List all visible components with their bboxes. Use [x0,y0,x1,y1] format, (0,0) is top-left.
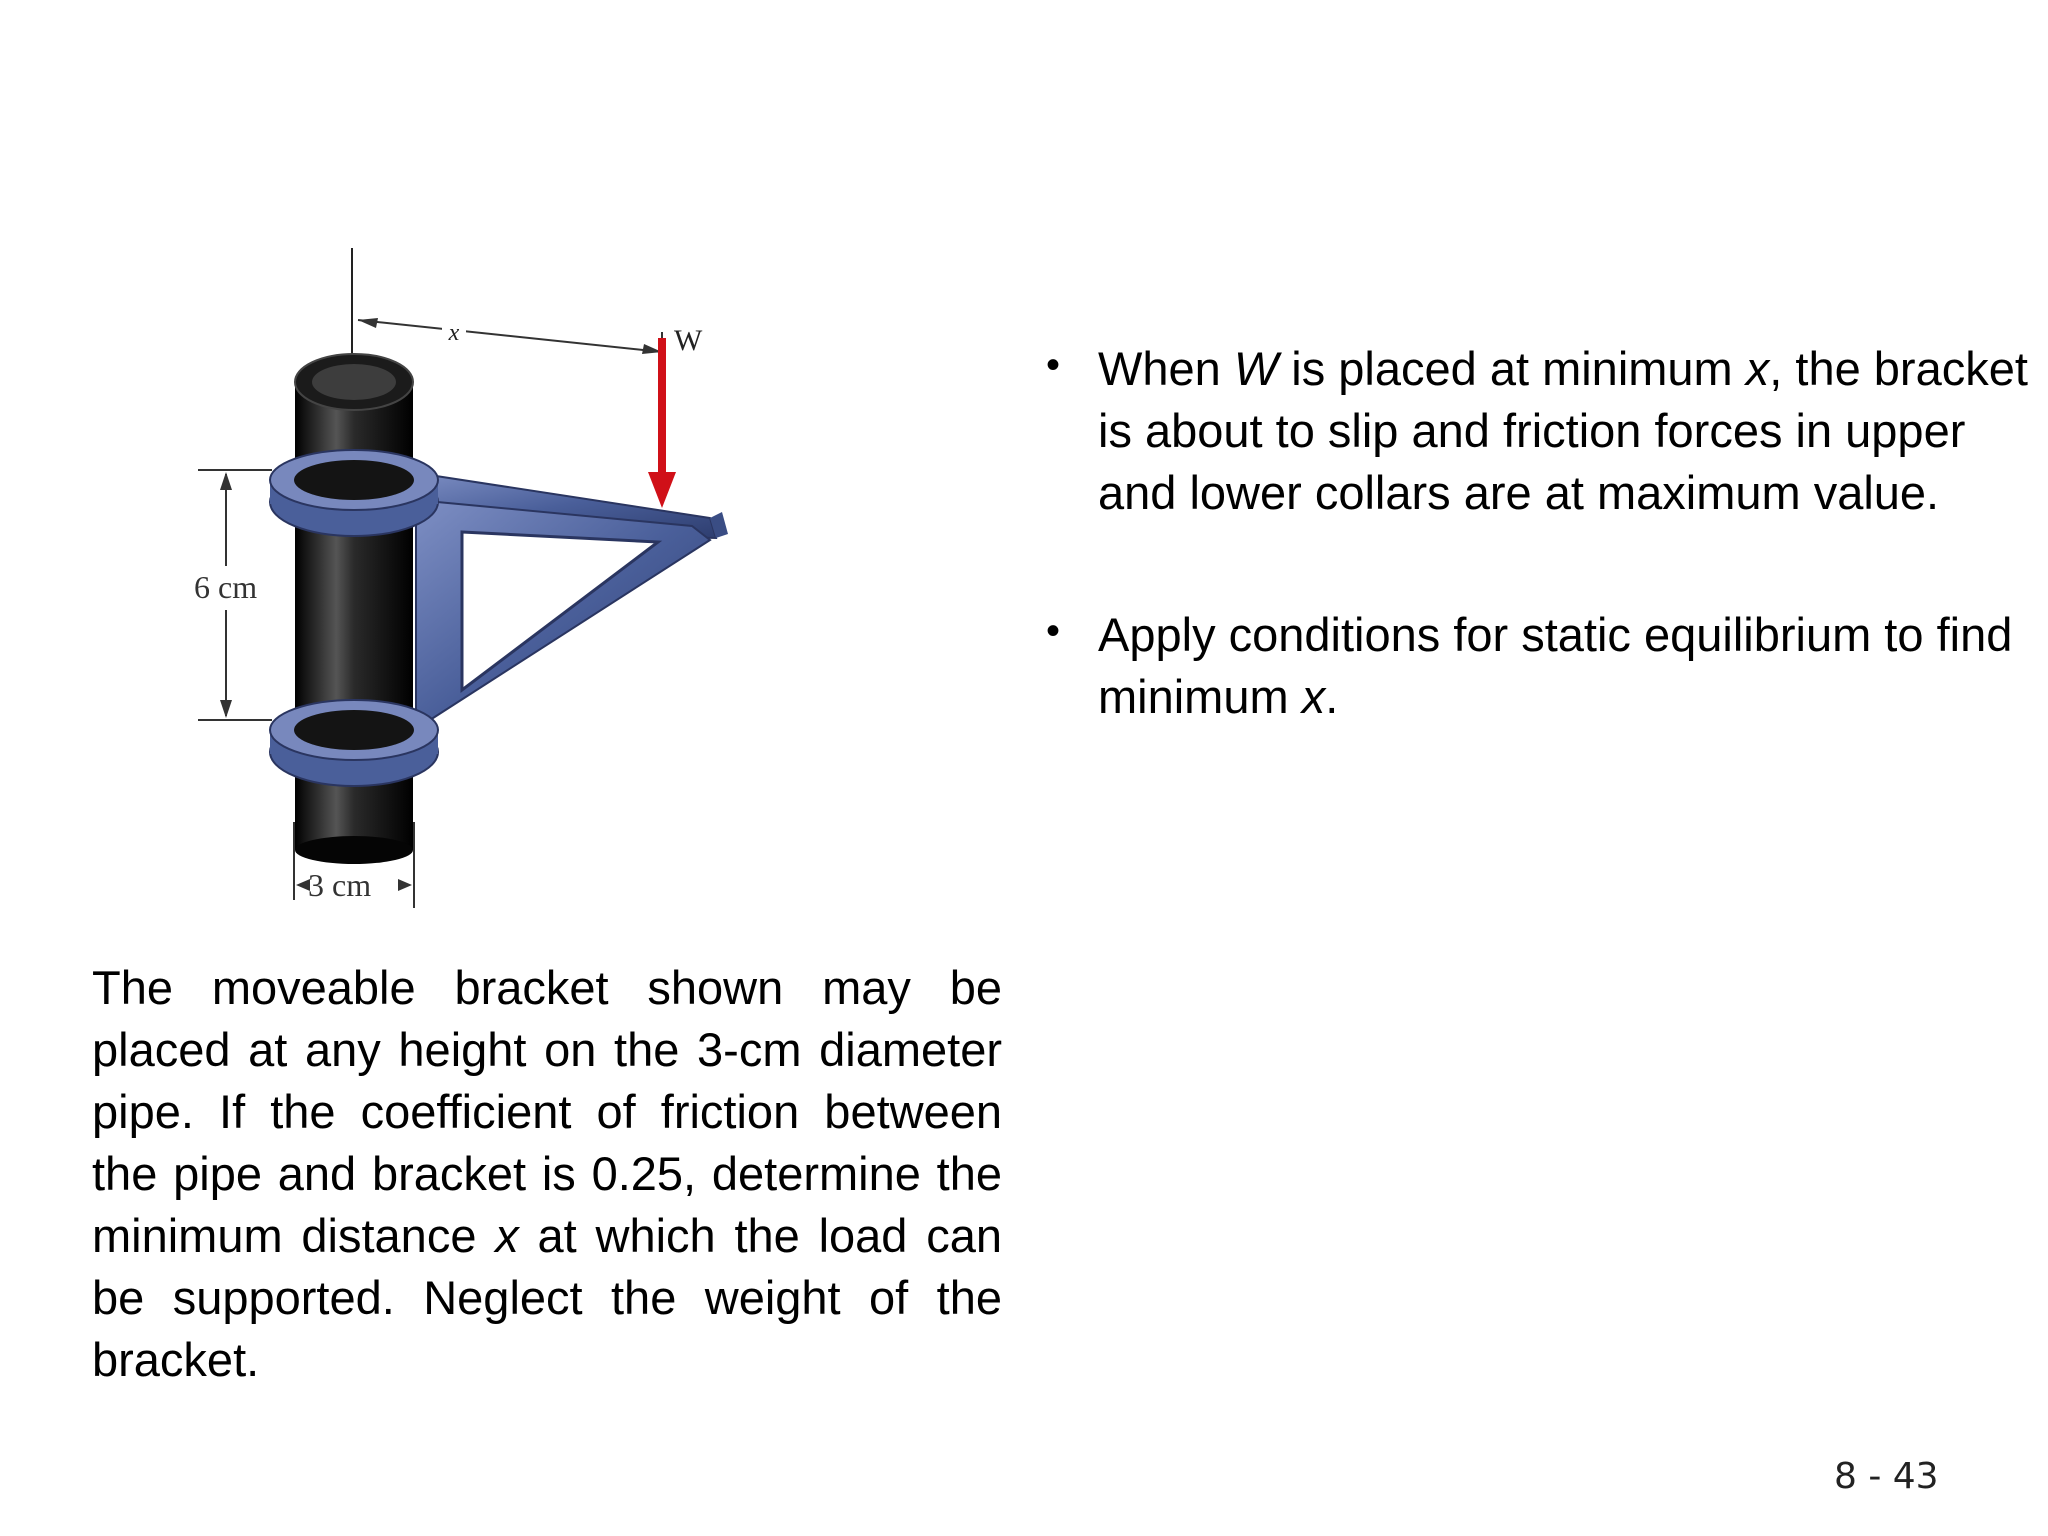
solution-bullets [1040,338,2040,808]
bullet-text: . [1325,670,1339,723]
problem-statement [92,957,1002,1391]
page-number: 8 - 43 [1834,1456,1939,1497]
bullet-item [1040,338,2040,524]
distance-dimension [358,318,662,362]
bullet-item [1040,604,2040,728]
bullet-text: , the bracket is about to slip and friction forces in upper and lower collars are at maximum value. [1098,342,2028,519]
load-label: W [674,324,703,357]
bullet-text: When [1098,342,1234,395]
lower-collar [270,700,438,786]
bullet-text: is placed at minimum [1278,342,1746,395]
variable-x: x [1301,670,1326,723]
height-dimension [194,470,272,720]
pipe [295,354,413,864]
problem-variable-x: x [495,1209,519,1262]
diameter-label: 3 cm [308,867,372,903]
problem-text-2: at which the load can be supported. Neglect the weight of the bracket. [92,1209,1003,1386]
bullet-text: Apply conditions for static equilibrium to find minimum [1098,608,2013,723]
upper-collar [270,450,438,536]
height-label: 6 cm [194,569,258,605]
variable-w: W [1233,342,1279,395]
bracket-arm [410,472,728,730]
distance-label: x [448,320,460,346]
problem-text-1: The moveable bracket shown may be placed at any height on the 3-cm diameter pipe. If the coefficient of friction between the pipe and bracket is 0.25, determine the minimum distance [92,961,1002,1262]
variable-x: x [1745,342,1770,395]
bracket-figure [180,240,740,920]
